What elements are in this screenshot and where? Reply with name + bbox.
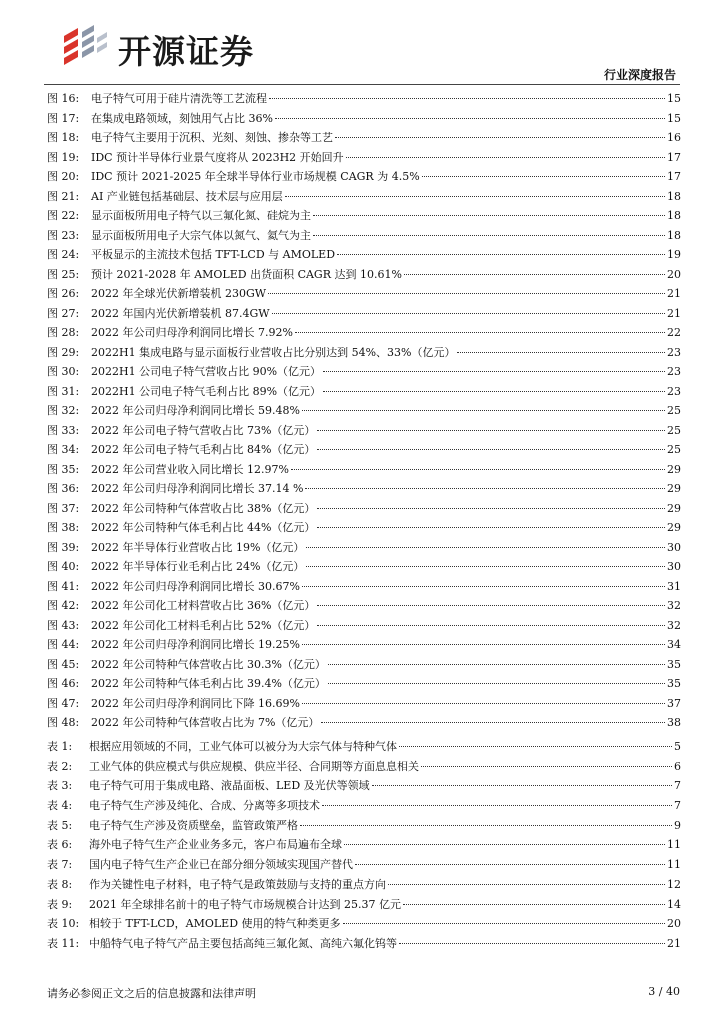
figure-toc-row[interactable] xyxy=(47,538,681,558)
figure-toc-row[interactable] xyxy=(47,460,681,480)
figure-toc-row[interactable] xyxy=(47,518,681,538)
dot-leader xyxy=(317,507,665,509)
dot-leader xyxy=(313,234,665,236)
entry-label: 表 2: xyxy=(47,759,73,773)
figure-toc-row[interactable] xyxy=(47,245,681,265)
entry-page-number: 20 xyxy=(667,917,681,931)
figure-toc-row[interactable] xyxy=(47,421,681,441)
entry-label: 图 23: xyxy=(47,228,80,242)
entry-label: 图 47: xyxy=(47,696,80,710)
entry-title: 2022 年公司化工材料毛利占比 52%（亿元） xyxy=(91,618,316,632)
dot-leader xyxy=(317,448,665,450)
entry-title: 相较于 TFT-LCD，AMOLED 使用的特气种类更多 xyxy=(89,917,341,931)
entry-label: 图 30: xyxy=(47,365,80,378)
entry-page-number: 15 xyxy=(667,92,681,105)
figure-toc-row[interactable] xyxy=(47,128,681,148)
dot-leader xyxy=(323,370,665,372)
entry-label: 图 46: xyxy=(47,677,80,690)
figure-toc-row[interactable] xyxy=(47,323,681,343)
kaiyuan-logo-icon xyxy=(60,22,110,68)
dot-leader xyxy=(322,804,672,806)
entry-page-number: 23 xyxy=(667,384,681,398)
entry-page-number: 18 xyxy=(667,189,681,203)
figure-toc-row[interactable] xyxy=(47,284,681,304)
entry-page-number: 11 xyxy=(667,838,681,852)
dot-leader xyxy=(268,292,665,294)
entry-label: 图 35: xyxy=(47,462,80,476)
entry-title: 平板显示的主流技术包括 TFT-LCD 与 AMOLED xyxy=(91,248,336,261)
figure-toc-row[interactable] xyxy=(47,616,681,636)
dot-leader xyxy=(404,273,665,275)
entry-label: 图 44: xyxy=(47,638,80,651)
entry-label: 图 39: xyxy=(47,540,80,554)
entry-title: 电子特气生产涉及纯化、合成、分离等多项技术 xyxy=(89,799,320,813)
figure-toc-row[interactable] xyxy=(47,694,681,714)
entry-title: 显示面板所用电子特气以三氟化氮、硅烷为主 xyxy=(91,209,311,222)
entry-label: 表 3: xyxy=(47,779,73,793)
dot-leader xyxy=(321,721,665,723)
entry-title: 作为关键性电子材料，电子特气是政策鼓励与支持的重点方向 xyxy=(89,877,386,891)
entry-title: 2022 年全球光伏新增装机 230GW xyxy=(91,287,267,300)
dot-leader xyxy=(300,824,672,826)
entry-title: 2022 年公司归母净利润同比下降 16.69% xyxy=(91,696,300,710)
entry-label: 表 8: xyxy=(47,877,73,891)
entry-title: IDC 预计 2021-2025 年全球半导体行业市场规模 CAGR 为 4.5% xyxy=(91,170,420,183)
entry-title: 显示面板所用电子大宗气体以氮气、氦气为主 xyxy=(91,228,311,242)
entry-label: 图 41: xyxy=(47,579,80,593)
entry-label: 图 38: xyxy=(47,521,80,534)
entry-page-number: 7 xyxy=(674,779,681,793)
table-toc-row[interactable] xyxy=(47,934,681,954)
disclaimer-text: 请务必参阅正文之后的信息披露和法律声明 xyxy=(47,987,256,1000)
entry-title: 2022 年公司电子特气毛利占比 84%（亿元） xyxy=(91,443,316,456)
header-divider xyxy=(44,84,680,85)
table-toc-row[interactable] xyxy=(47,816,681,836)
entry-page-number: 14 xyxy=(667,897,681,911)
dot-leader xyxy=(272,312,665,314)
figure-toc-row[interactable] xyxy=(47,109,681,129)
entry-label: 图 42: xyxy=(47,599,80,612)
figure-toc-row[interactable] xyxy=(47,674,681,694)
entry-title: 2022 年公司归母净利润同比增长 7.92% xyxy=(91,326,293,339)
entry-label: 图 16: xyxy=(47,92,80,105)
entry-page-number: 32 xyxy=(667,618,681,632)
dot-leader xyxy=(313,214,665,216)
dot-leader xyxy=(295,331,665,333)
dot-leader xyxy=(344,843,665,845)
entry-title: 2022 年公司特种气体毛利占比 39.4%（亿元） xyxy=(91,677,326,690)
entry-page-number: 5 xyxy=(674,740,681,753)
entry-label: 图 43: xyxy=(47,618,80,632)
figure-toc-row[interactable] xyxy=(47,635,681,655)
entry-title: 2022 年半导体行业毛利占比 24%（亿元） xyxy=(91,560,305,573)
entry-title: 根据应用领域的不同，工业气体可以被分为大宗气体与特种气体 xyxy=(89,740,397,753)
entry-page-number: 18 xyxy=(667,228,681,242)
page-header xyxy=(0,0,724,90)
figure-toc-row[interactable] xyxy=(47,596,681,616)
entry-page-number: 37 xyxy=(667,696,681,710)
table-list xyxy=(47,737,681,954)
dot-leader xyxy=(399,942,665,944)
entry-title: IDC 预计半导体行业景气度将从 2023H2 开始回升 xyxy=(91,150,344,164)
entry-label: 图 48: xyxy=(47,716,80,729)
entry-label: 图 22: xyxy=(47,209,80,222)
dot-leader xyxy=(305,487,665,489)
entry-title: 海外电子特气生产企业业务多元，客户布局遍布全球 xyxy=(89,838,342,852)
dot-leader xyxy=(355,863,665,865)
entry-label: 表 5: xyxy=(47,818,73,832)
entry-label: 图 18: xyxy=(47,131,80,144)
figure-toc-row[interactable] xyxy=(47,577,681,597)
entry-page-number: 30 xyxy=(667,540,681,554)
entry-label: 图 34: xyxy=(47,443,80,456)
entry-page-number: 16 xyxy=(667,131,681,144)
entry-page-number: 6 xyxy=(674,759,681,773)
dot-leader xyxy=(317,604,665,606)
entry-page-number: 29 xyxy=(667,501,681,515)
entry-page-number: 29 xyxy=(667,462,681,476)
table-toc-row[interactable] xyxy=(47,914,681,934)
dot-leader xyxy=(399,745,672,747)
dot-leader xyxy=(388,883,665,885)
entry-title: 电子特气主要用于沉积、光刻、刻蚀、掺杂等工艺 xyxy=(91,131,333,144)
entry-title: 预计 2021-2028 年 AMOLED 出货面积 CAGR 达到 10.61% xyxy=(91,267,402,281)
entry-title: 2022 年公司特种气体营收占比 30.3%（亿元） xyxy=(91,657,326,671)
entry-page-number: 31 xyxy=(667,579,681,593)
entry-title: 2022 年公司特种气体营收占比为 7%（亿元） xyxy=(91,716,320,729)
entry-label: 图 24: xyxy=(47,248,80,261)
table-toc-row[interactable] xyxy=(47,776,681,796)
dot-leader xyxy=(403,903,665,905)
dot-leader xyxy=(269,97,665,99)
entry-label: 图 37: xyxy=(47,501,80,515)
entry-page-number: 38 xyxy=(667,716,681,729)
table-toc-row[interactable] xyxy=(47,875,681,895)
entry-title: 2022H1 集成电路与显示面板行业营收占比分别达到 54%、33%（亿元） xyxy=(91,345,456,359)
figure-list xyxy=(47,89,681,733)
entry-title: 2022 年公司特种气体毛利占比 44%（亿元） xyxy=(91,521,316,534)
dot-leader xyxy=(302,702,665,704)
entry-label: 表 7: xyxy=(47,858,73,872)
dot-leader xyxy=(422,175,665,177)
page-number: 3 / 40 xyxy=(648,985,680,998)
entry-page-number: 25 xyxy=(667,443,681,456)
brand-name: 开源证券 xyxy=(118,32,254,71)
entry-page-number: 35 xyxy=(667,677,681,690)
entry-title: 2022 年国内光伏新增装机 87.4GW xyxy=(91,306,270,320)
entry-page-number: 11 xyxy=(667,858,681,872)
figure-toc-row[interactable] xyxy=(47,265,681,285)
dot-leader xyxy=(306,565,665,567)
dot-leader xyxy=(323,390,665,392)
entry-page-number: 23 xyxy=(667,345,681,359)
entry-title: 在集成电路领域，刻蚀用气占比 36% xyxy=(91,111,273,125)
dot-leader xyxy=(302,643,665,645)
entry-page-number: 25 xyxy=(667,423,681,437)
entry-title: 工业气体的供应模式与供应规模、供应半径、合同期等方面息息相关 xyxy=(89,759,419,773)
entry-title: 电子特气生产涉及资质壁垒，监管政策严格 xyxy=(89,818,298,832)
entry-title: 国内电子特气生产企业已在部分细分领域实现国产替代 xyxy=(89,858,353,872)
entry-label: 表 1: xyxy=(47,740,73,753)
dot-leader xyxy=(457,351,665,353)
entry-page-number: 23 xyxy=(667,365,681,378)
entry-page-number: 20 xyxy=(667,267,681,281)
entry-label: 图 27: xyxy=(47,306,80,320)
entry-page-number: 9 xyxy=(674,818,681,832)
entry-label: 图 28: xyxy=(47,326,80,339)
table-toc-row[interactable] xyxy=(47,796,681,816)
table-toc-row[interactable] xyxy=(47,855,681,875)
dot-leader xyxy=(285,195,665,197)
figure-toc-row[interactable] xyxy=(47,187,681,207)
dot-leader xyxy=(328,682,665,684)
figure-toc-row[interactable] xyxy=(47,226,681,246)
figure-toc-row[interactable] xyxy=(47,167,681,187)
dot-leader xyxy=(306,546,665,548)
figure-toc-row[interactable] xyxy=(47,655,681,675)
entry-page-number: 19 xyxy=(667,248,681,261)
entry-title: 2022 年公司归母净利润同比增长 30.67% xyxy=(91,579,300,593)
figure-toc-row[interactable] xyxy=(47,440,681,460)
dot-leader xyxy=(421,765,672,767)
entry-label: 图 26: xyxy=(47,287,80,300)
entry-label: 表 6: xyxy=(47,838,73,852)
dot-leader xyxy=(317,624,665,626)
dot-leader xyxy=(302,585,665,587)
page-footer xyxy=(47,985,680,1001)
entry-page-number: 29 xyxy=(667,482,681,495)
entry-title: 2022 年公司归母净利润同比增长 37.14 % xyxy=(91,482,304,495)
entry-title: 2022 年半导体行业营收占比 19%（亿元） xyxy=(91,540,305,554)
entry-label: 图 29: xyxy=(47,345,80,359)
entry-title: 2022 年公司特种气体营收占比 38%（亿元） xyxy=(91,501,316,515)
entry-page-number: 22 xyxy=(667,326,681,339)
entry-page-number: 25 xyxy=(667,404,681,417)
entry-title: 2022 年公司营业收入同比增长 12.97% xyxy=(91,462,289,476)
figure-toc-row[interactable] xyxy=(47,713,681,733)
entry-label: 图 21: xyxy=(47,189,80,203)
figure-toc-row[interactable] xyxy=(47,206,681,226)
dot-leader xyxy=(346,156,665,158)
entry-title: 电子特气可用于硅片清洗等工艺流程 xyxy=(91,92,267,105)
entry-label: 图 40: xyxy=(47,560,80,573)
dot-leader xyxy=(317,526,665,528)
figure-toc-row[interactable] xyxy=(47,499,681,519)
entry-label: 图 32: xyxy=(47,404,80,417)
figure-toc-row[interactable] xyxy=(47,304,681,324)
table-toc-row[interactable] xyxy=(47,835,681,855)
entry-title: 中船特气电子特气产品主要包括高纯三氟化氮、高纯六氟化钨等 xyxy=(89,936,397,950)
entry-title: 2022H1 公司电子特气营收占比 90%（亿元） xyxy=(91,365,322,378)
entry-page-number: 17 xyxy=(667,170,681,183)
entry-title: AI 产业链包括基础层、技术层与应用层 xyxy=(91,189,283,203)
table-toc-row[interactable] xyxy=(47,895,681,915)
entry-page-number: 21 xyxy=(667,936,681,950)
figure-toc-row[interactable] xyxy=(47,362,681,382)
entry-label: 图 17: xyxy=(47,111,80,125)
entry-title: 电子特气可用于集成电路、液晶面板、LED 及光伏等领域 xyxy=(89,779,370,793)
entry-page-number: 21 xyxy=(667,306,681,320)
dot-leader xyxy=(291,468,665,470)
entry-title: 2022H1 公司电子特气毛利占比 89%（亿元） xyxy=(91,384,322,398)
dot-leader xyxy=(335,136,665,138)
entry-label: 表 9: xyxy=(47,897,73,911)
entry-label: 表 11: xyxy=(47,936,80,950)
entry-title: 2021 年全球排名前十的电子特气市场规模合计达到 25.37 亿元 xyxy=(89,897,401,911)
figure-toc-row[interactable] xyxy=(47,557,681,577)
dot-leader xyxy=(328,663,665,665)
entry-label: 图 31: xyxy=(47,384,80,398)
entry-title: 2022 年公司化工材料营收占比 36%（亿元） xyxy=(91,599,316,612)
entry-label: 图 25: xyxy=(47,267,80,281)
entry-title: 2022 年公司电子特气营收占比 73%（亿元） xyxy=(91,423,316,437)
entry-page-number: 21 xyxy=(667,287,681,300)
report-type-label: 行业深度报告 xyxy=(603,68,676,82)
dot-leader xyxy=(317,429,665,431)
entry-title: 2022 年公司归母净利润同比增长 19.25% xyxy=(91,638,300,651)
entry-label: 图 36: xyxy=(47,482,80,495)
entry-page-number: 34 xyxy=(667,638,681,651)
entry-label: 图 20: xyxy=(47,170,80,183)
dot-leader xyxy=(275,117,665,119)
figure-toc-row[interactable] xyxy=(47,89,681,109)
entry-page-number: 30 xyxy=(667,560,681,573)
figure-toc-row[interactable] xyxy=(47,148,681,168)
entry-label: 表 10: xyxy=(47,917,80,931)
table-toc-row[interactable] xyxy=(47,737,681,757)
figure-toc-row[interactable] xyxy=(47,343,681,363)
dot-leader xyxy=(302,409,665,411)
figure-toc-row[interactable] xyxy=(47,382,681,402)
entry-label: 图 19: xyxy=(47,150,80,164)
entry-page-number: 35 xyxy=(667,657,681,671)
table-toc-row[interactable] xyxy=(47,757,681,777)
entry-label: 图 33: xyxy=(47,423,80,437)
entry-page-number: 15 xyxy=(667,111,681,125)
entry-label: 表 4: xyxy=(47,799,73,813)
entry-label: 图 45: xyxy=(47,657,80,671)
entry-page-number: 7 xyxy=(674,799,681,813)
entry-page-number: 32 xyxy=(667,599,681,612)
dot-leader xyxy=(343,922,665,924)
figure-toc-row[interactable] xyxy=(47,401,681,421)
entry-page-number: 18 xyxy=(667,209,681,222)
entry-title: 2022 年公司归母净利润同比增长 59.48% xyxy=(91,404,300,417)
dot-leader xyxy=(337,253,665,255)
entry-page-number: 12 xyxy=(667,877,681,891)
dot-leader xyxy=(372,784,672,786)
entry-page-number: 29 xyxy=(667,521,681,534)
entry-page-number: 17 xyxy=(667,150,681,164)
figure-toc-row[interactable] xyxy=(47,479,681,499)
